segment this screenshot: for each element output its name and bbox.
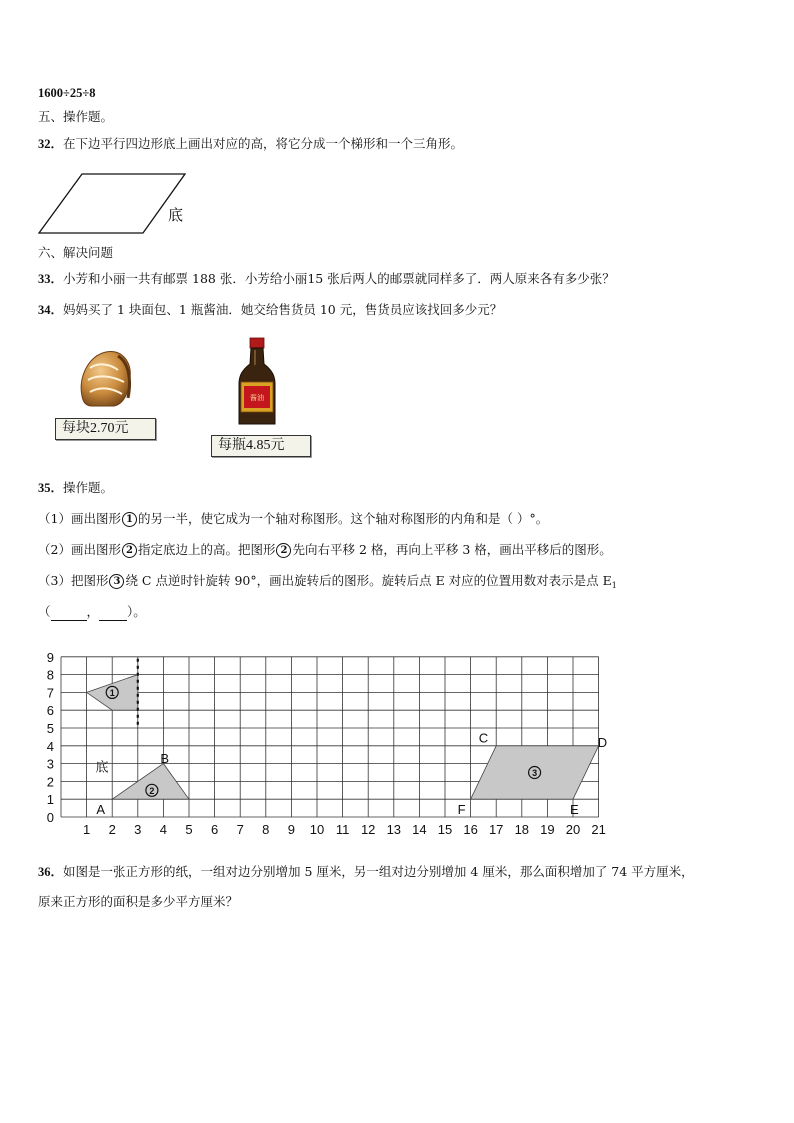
shape-2-marker: 2 <box>122 543 137 558</box>
q35-p3-text-a: （3）把图形 <box>38 573 109 588</box>
x-tick-label: 9 <box>287 822 296 837</box>
q35-p3-subscript: 1 <box>611 581 617 590</box>
paren-open: （ <box>38 604 51 619</box>
question-32 <box>38 136 463 152</box>
x-tick-label: 10 <box>309 822 325 837</box>
x-tick-label: 8 <box>262 822 270 837</box>
x-tick-label: 13 <box>386 822 402 837</box>
q35-answer-blanks <box>38 604 146 621</box>
question-36-line-2: 原来正方形的面积是多少平方厘米？ <box>38 894 239 909</box>
y-tick-label: 2 <box>46 774 54 790</box>
parallelogram-base-label: 底 <box>168 206 184 224</box>
y-tick-label: 7 <box>46 685 54 701</box>
x-tick-label: 2 <box>108 822 116 837</box>
shape-2-label-number: 2 <box>149 785 155 796</box>
x-tick-label: 21 <box>591 822 606 837</box>
q34-number: 34． <box>38 303 64 317</box>
x-tick-label: 1 <box>82 822 91 837</box>
question-34 <box>38 302 502 318</box>
q35-p2-text-b: 指定底边上的高。把图形 <box>137 542 276 557</box>
q32-text: 在下边平行四边形底上画出对应的高，将它分成一个梯形和一个三角形。 <box>63 136 464 151</box>
q34-text: 妈妈买了 1 块面包、1 瓶酱油．她交给售货员 10 元，售货员应该找回多少元？ <box>63 302 503 317</box>
shape-3-label-number: 3 <box>532 768 538 778</box>
comma: ， <box>86 604 100 619</box>
y-tick-label: 8 <box>46 667 54 683</box>
x-tick-label: 14 <box>412 822 427 837</box>
soy-price-tag: 每瓶4.85元 <box>211 435 311 457</box>
q32-number: 32． <box>38 137 64 151</box>
parallelogram-figure <box>38 170 198 236</box>
q35-p3-text-b: 绕 C 点逆时针旋转 90°，画出旋转后的图形。旋转后点 E 对应的位置用数对表示是点 E <box>125 573 612 588</box>
vertex-label-D: D <box>597 735 608 751</box>
shape-2-base-label: 底 <box>95 759 109 775</box>
paren-close: ）。 <box>127 604 146 619</box>
soy-sauce-bottle-image <box>234 336 280 428</box>
vertex-label-E: E <box>569 801 579 817</box>
y-tick-label: 5 <box>46 721 54 736</box>
y-tick-label: 1 <box>46 792 54 808</box>
x-tick-label: 4 <box>159 822 168 837</box>
q35-part-3 <box>38 573 617 594</box>
vertex-label-B: B <box>160 751 170 767</box>
q35-title: 操作题。 <box>63 480 114 495</box>
q35-p2-text-a: （2）画出图形 <box>38 542 121 557</box>
q35-p1-text-b: 的另一半，使它成为一个轴对称图形。这个轴对称图形的内角和是（ ）°。 <box>137 511 549 526</box>
shape-1-label-number: 1 <box>109 687 115 698</box>
prev-expression: 1600÷25÷8 <box>38 86 96 100</box>
x-tick-label: 17 <box>488 822 504 837</box>
x-tick-label: 16 <box>463 822 478 837</box>
y-tick-label: 3 <box>46 756 54 772</box>
coordinate-grid <box>30 632 650 842</box>
x-tick-label: 6 <box>210 822 219 837</box>
shape-3-marker: 3 <box>109 574 124 589</box>
vertex-label-F: F <box>457 801 466 817</box>
y-tick-label: 4 <box>46 738 54 754</box>
x-tick-label: 15 <box>437 822 453 837</box>
x-tick-label: 18 <box>514 822 530 837</box>
y-tick-label: 6 <box>46 703 54 719</box>
bread-image <box>76 348 136 410</box>
y-tick-label: 0 <box>46 810 54 825</box>
x-tick-label: 20 <box>565 822 581 837</box>
x-tick-label: 11 <box>335 822 350 837</box>
q35-p2-text-c: 先向右平移 2 格，再向上平移 3 格，画出平移后的图形。 <box>292 542 612 557</box>
soy-bottle-label: 酱油 <box>250 395 264 402</box>
q35-part-2 <box>38 542 612 558</box>
x-tick-label: 19 <box>540 822 555 837</box>
x-tick-label: 5 <box>185 822 193 837</box>
vertex-label-A: A <box>96 801 106 817</box>
q35-part-1 <box>38 511 548 527</box>
bread-price-tag: 每块2.70元 <box>55 418 156 440</box>
q36-text-1: 如图是一张正方形的纸，一组对边分别增加 5 厘米，另一组对边分别增加 4 厘米，那么面积增加了 74 平方厘米， <box>63 864 694 879</box>
question-36-line-1 <box>38 864 694 880</box>
vertex-label-C: C <box>478 730 489 746</box>
q33-text: 小芳和小丽一共有邮票 188 张．小芳给小丽15 张后两人的邮票就同样多了．两人原来各有多少张？ <box>63 271 615 286</box>
shape-2-marker-b: 2 <box>276 543 291 558</box>
q33-number: 33． <box>38 272 64 286</box>
section-5-title: 五、操作题。 <box>38 109 114 124</box>
q35-p1-text-a: （1）画出图形 <box>38 511 121 526</box>
q36-number: 36． <box>38 865 64 879</box>
shape-1-marker: 1 <box>122 512 137 527</box>
y-tick-label: 9 <box>46 649 54 665</box>
question-33 <box>38 271 615 287</box>
x-tick-label: 3 <box>134 822 142 837</box>
section-6-title: 六、解决问题 <box>38 245 114 260</box>
q35-number: 35． <box>38 481 64 495</box>
x-tick-label: 7 <box>236 822 244 837</box>
x-tick-label: 12 <box>360 822 376 837</box>
question-35 <box>38 480 113 496</box>
answer-blank-x[interactable] <box>51 604 87 621</box>
answer-blank-y[interactable] <box>99 604 127 621</box>
parallelogram <box>39 174 185 233</box>
